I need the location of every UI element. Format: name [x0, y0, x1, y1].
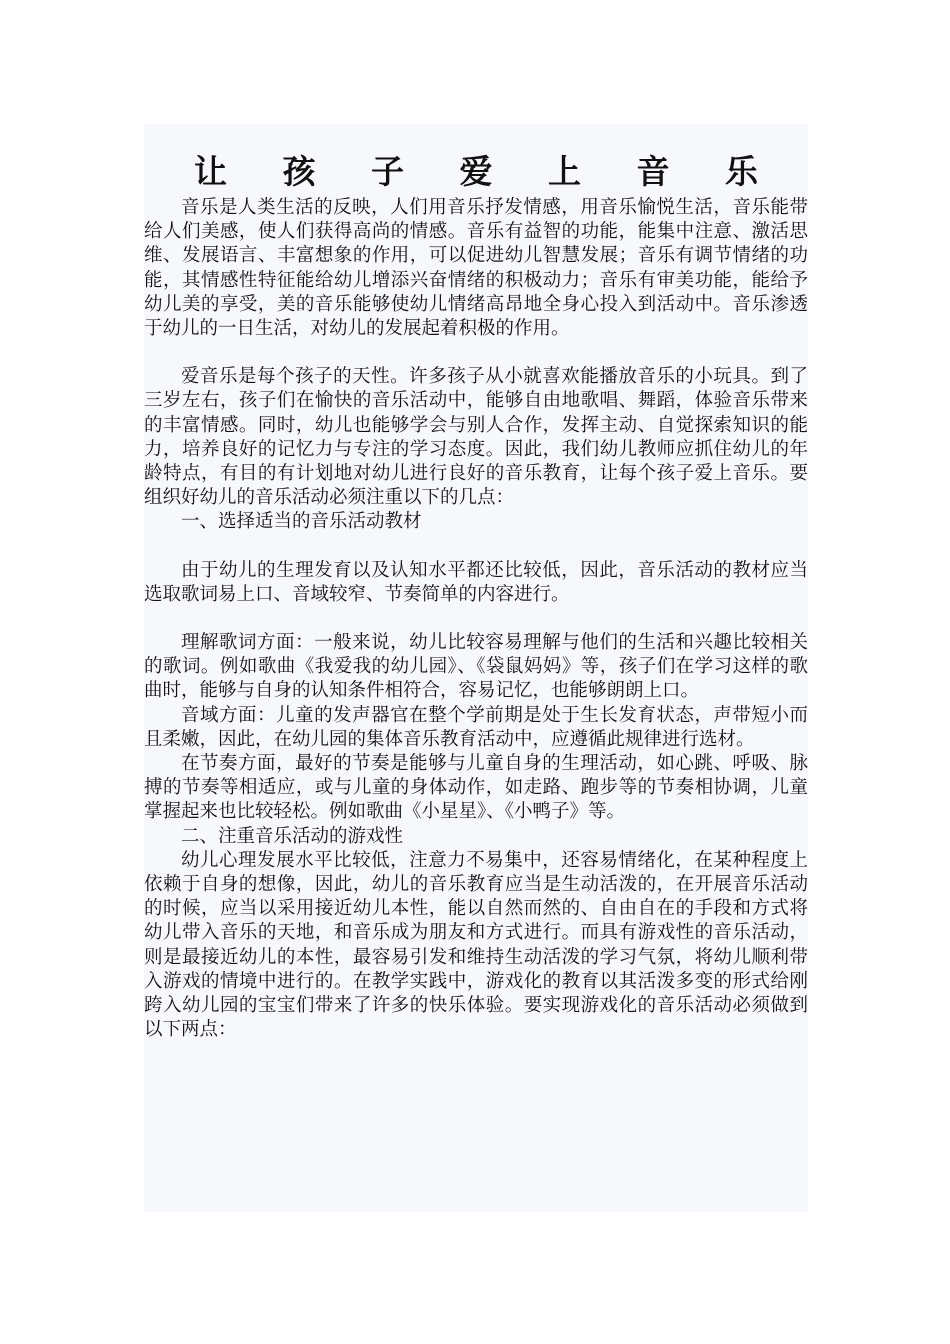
paragraph-range: 音域方面：儿童的发声器官在整个学前期是处于生长发育状态，声带短小而且柔嫩，因此，在幼儿园的集体音乐教育活动中，应遵循此规律进行选材。 — [144, 704, 808, 750]
section-heading-2: 二、注重音乐活动的游戏性 — [181, 825, 404, 847]
paragraph-intro: 音乐是人类生活的反映，人们用音乐抒发情感，用音乐愉悦生活，音乐能带给人们美感，使人们获得高尚的情感。音乐有益智的功能，能集中注意、激活思维、发展语言、丰富想象的作用，可以促进幼儿智慧发展；音乐有调节情绪的功能，其情感性特征能给幼儿增添兴奋情绪的积极动力；音乐有审美功能，能给予幼儿美的享受，美的音乐能够使幼儿情绪高昂地全身心投入到活动中。音乐渗透于幼儿的一日生活，对幼儿的发展起着积极的作用。 — [144, 197, 808, 340]
document-body — [144, 196, 808, 1043]
paragraph-lyrics: 理解歌词方面：一般来说，幼儿比较容易理解与他们的生活和兴趣比较相关的歌词。例如歌曲《我爱我的幼儿园》、《袋鼠妈妈》等，孩子们在学习这样的歌曲时，能够与自身的认知条件相符合，容易记忆，也能够朗朗上口。 — [144, 632, 808, 702]
paragraph-game: 幼儿心理发展水平比较低，注意力不易集中，还容易情绪化，在某种程度上依赖于自身的想像，因此，幼儿的音乐教育应当是生动活泼的，在开展音乐活动的时候，应当以采用接近幼儿本性，能以自然而然的、自由自在的手段和方式将幼儿带入音乐的天地，和音乐成为朋友和方式进行。而具有游戏性的音乐活动，则是最接近幼儿的本性，最容易引发和维持生动活泼的学习气氛，将幼儿顺利带入游戏的情境中进行的。在教学实践中，游戏化的教育以其活泼多变的形式给刚跨入幼儿园的宝宝们带来了许多的快乐体验。要实现游戏化的音乐活动必须做到以下两点： — [144, 849, 808, 1041]
paragraph-rhythm: 在节奏方面，最好的节奏是能够与儿童自身的生理活动，如心跳、呼吸、脉搏的节奏等相适应，或与儿童的身体动作，如走路、跑步等的节奏相协调，儿童掌握起来也比较轻松。例如歌曲《小星星》、《小鸭子》等。 — [144, 753, 808, 823]
section-heading-1: 一、选择适当的音乐活动教材 — [181, 511, 422, 533]
document-title: 让 孩 子 爱 上 音 乐 — [194, 152, 780, 192]
paragraph-materials: 由于幼儿的生理发育以及认知水平都还比较低，因此，音乐活动的教材应当选取歌词易上口、音域较窄、节奏简单的内容进行。 — [144, 559, 808, 605]
paragraph-nature: 爱音乐是每个孩子的天性。许多孩子从小就喜欢能播放音乐的小玩具。到了三岁左右，孩子们在愉快的音乐活动中，能够自由地歌唱、舞蹈，体验音乐带来的丰富情感。同时，幼儿也能够学会与别人合作，发挥主动、自觉探索知识的能力，培养良好的记忆力与专注的学习态度。因此，我们幼儿教师应抓住幼儿的年龄特点，有目的有计划地对幼儿进行良好的音乐教育，让每个孩子爱上音乐。要组织好幼儿的音乐活动必须注重以下的几点： — [144, 366, 808, 509]
